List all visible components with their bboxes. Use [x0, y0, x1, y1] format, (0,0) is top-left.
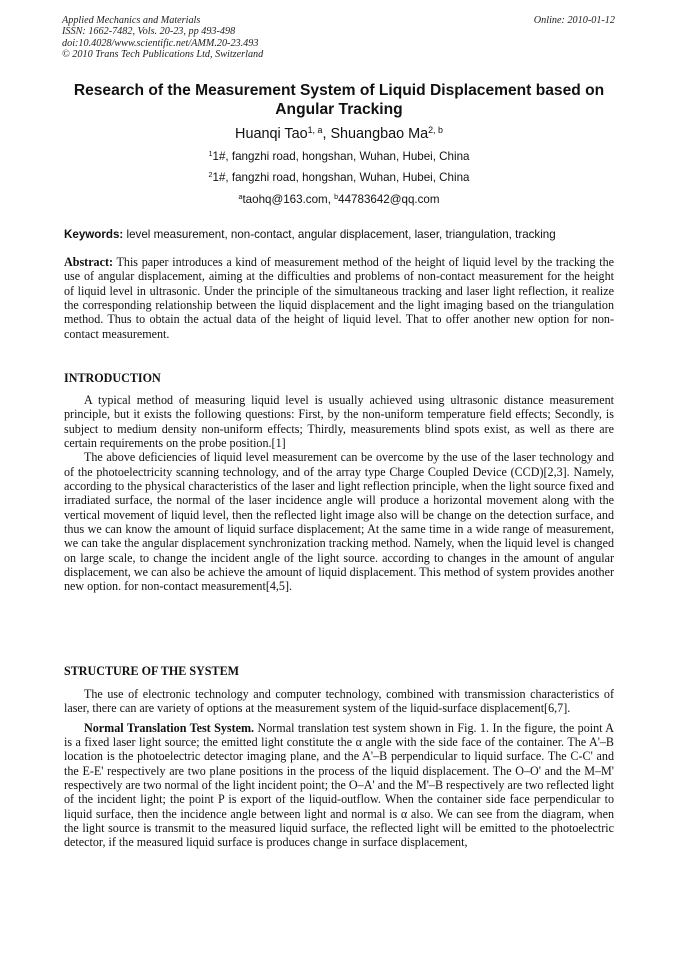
- affiliation-2-sup: 2: [208, 170, 213, 180]
- author-1-name: Huanqi Tao: [235, 126, 308, 142]
- abstract-text: This paper introduces a kind of measurement method of the height of liquid level by the tracking the use of angular displacement, aiming at the difficulties and problems of non-contact measurement for the height of liquid level in ultrasonic. Under the principle of the simultaneous tracking and laser light reflection, it realize the corresponding relationship between the liquid displacement and the light imaging based on the triangulation method. Thus to obtain the actual data of the height of liquid level. That to offer another new option for non-contact measurement.: [64, 255, 614, 341]
- affiliation-1: [40, 150, 638, 164]
- intro-paragraph-1: A typical method of measuring liquid level is usually achieved using ultrasonic distance measurement principle, but it exists the following questions: First, by the non-uniform temperature field effects; Secondly, is subject to medium density non-uniform effects; Thirdly, measurements blind spots exist, as well as there are certain requirements on the probe position.[1]: [64, 393, 614, 451]
- abstract-label: Abstract:: [64, 255, 114, 269]
- introduction-body: [64, 393, 614, 594]
- journal-info: [62, 15, 263, 61]
- affiliation-1-sup: 1: [208, 149, 213, 159]
- normal-translation-label: Normal Translation Test System.: [84, 720, 255, 735]
- keywords-label: Keywords:: [64, 228, 124, 241]
- intro-paragraph-2: The above deficiencies of liquid level measurement can be overcome by the use of the laser technology and of the photoelectricity scanning technology, and of the array type Charge Coupled Device (CCD)[2,3]. Namely, according to the physical characteristics of the laser and light reflection principle, when the light source fixed and irradiated surface, the normal of the laser incidence angle will produce a horizontal movement along with the vertical movement of liquid level, then the reflected light image also will be change on the detection surface, and thus we can know the amount of liquid surface displacement; At the same time in a wide range of measurement, we can take the angular displacement synchronization tracking method. Namely, when the liquid level is changed on large scale, to change the incident angle of the light source. according to changes in the amount of angular displacement, we can also be achieve the amount of liquid displacement. This method of system provides another new option. for non-contact measurement[4,5].: [64, 450, 614, 594]
- affiliation-2-text: 1#, fangzhi road, hongshan, Wuhan, Hubei, China: [212, 171, 470, 184]
- author-2-name: Shuangbao Ma: [330, 126, 429, 142]
- author-emails: [40, 193, 638, 207]
- structure-body: [64, 687, 614, 850]
- title-line-2: Angular Tracking: [275, 101, 403, 118]
- keywords: [64, 228, 616, 242]
- heading-structure: STRUCTURE OF THE SYSTEM: [64, 664, 240, 678]
- heading-introduction: INTRODUCTION: [64, 371, 161, 385]
- email-a[interactable]: taohq@163.com,: [242, 193, 335, 206]
- email-a-sup: a: [238, 192, 243, 202]
- email-b[interactable]: 44783642@qq.com: [338, 193, 440, 206]
- affiliation-1-text: 1#, fangzhi road, hongshan, Wuhan, Hubei, China: [212, 150, 470, 163]
- structure-paragraph-1: The use of electronic technology and computer technology, combined with transmission characteristics of laser, there can are variety of options at the measurement system of the liquid-surface displacement[6,7].: [64, 687, 614, 716]
- journal-name: Applied Mechanics and Materials: [62, 15, 201, 26]
- author-separator: ,: [322, 126, 331, 142]
- authors: [40, 125, 638, 143]
- keywords-text: level measurement, non-contact, angular displacement, laser, triangulation, tracking: [123, 228, 556, 241]
- abstract: [64, 255, 614, 341]
- online-date: Online: 2010-01-12: [533, 15, 615, 26]
- paper-title: [40, 81, 638, 119]
- structure-paragraph-2: [64, 721, 614, 850]
- title-line-1: Research of the Measurement System of Liquid Displacement based on: [73, 82, 605, 99]
- issn: ISSN: 1662-7482, Vols. 20-23, pp 493-498: [62, 26, 236, 38]
- author-1-sup: 1, a: [307, 125, 323, 136]
- affiliation-2: [40, 171, 638, 185]
- author-2-sup: 2, b: [428, 125, 443, 136]
- doi: doi:10.4028/www.scientific.net/AMM.20-23.493: [62, 37, 259, 49]
- email-b-sup: b: [334, 192, 339, 202]
- copyright: © 2010 Trans Tech Publications Ltd, Switzerland: [62, 49, 264, 61]
- normal-translation-text: Normal translation test system shown in Fig. 1. In the figure, the point A is a fixed laser light source; the emitted light constitute the α angle with the side face of the container. The A'–B location is the photoelectric detector imaging plane, and the A'–B perpendicular to liquid surface. The C-C' and the E-E' respectively are two plane positions in the process of the liquid displacement. The O–O' and the M–M' respectively are two normal of the light incident point; the O–A' and the M'–B respectively are two reflected light of the incident light; the point P is export of the liquid-outflow. When the container side face perpendicular to liquid surface, then the incidence angle between light and normal is α also. We can see from the diagram, when the light source is transmit to the measured liquid surface, the reflected light will be emitted to the photoelectric detector, if the measured liquid surface is produces change in surface displacement,: [64, 720, 615, 850]
